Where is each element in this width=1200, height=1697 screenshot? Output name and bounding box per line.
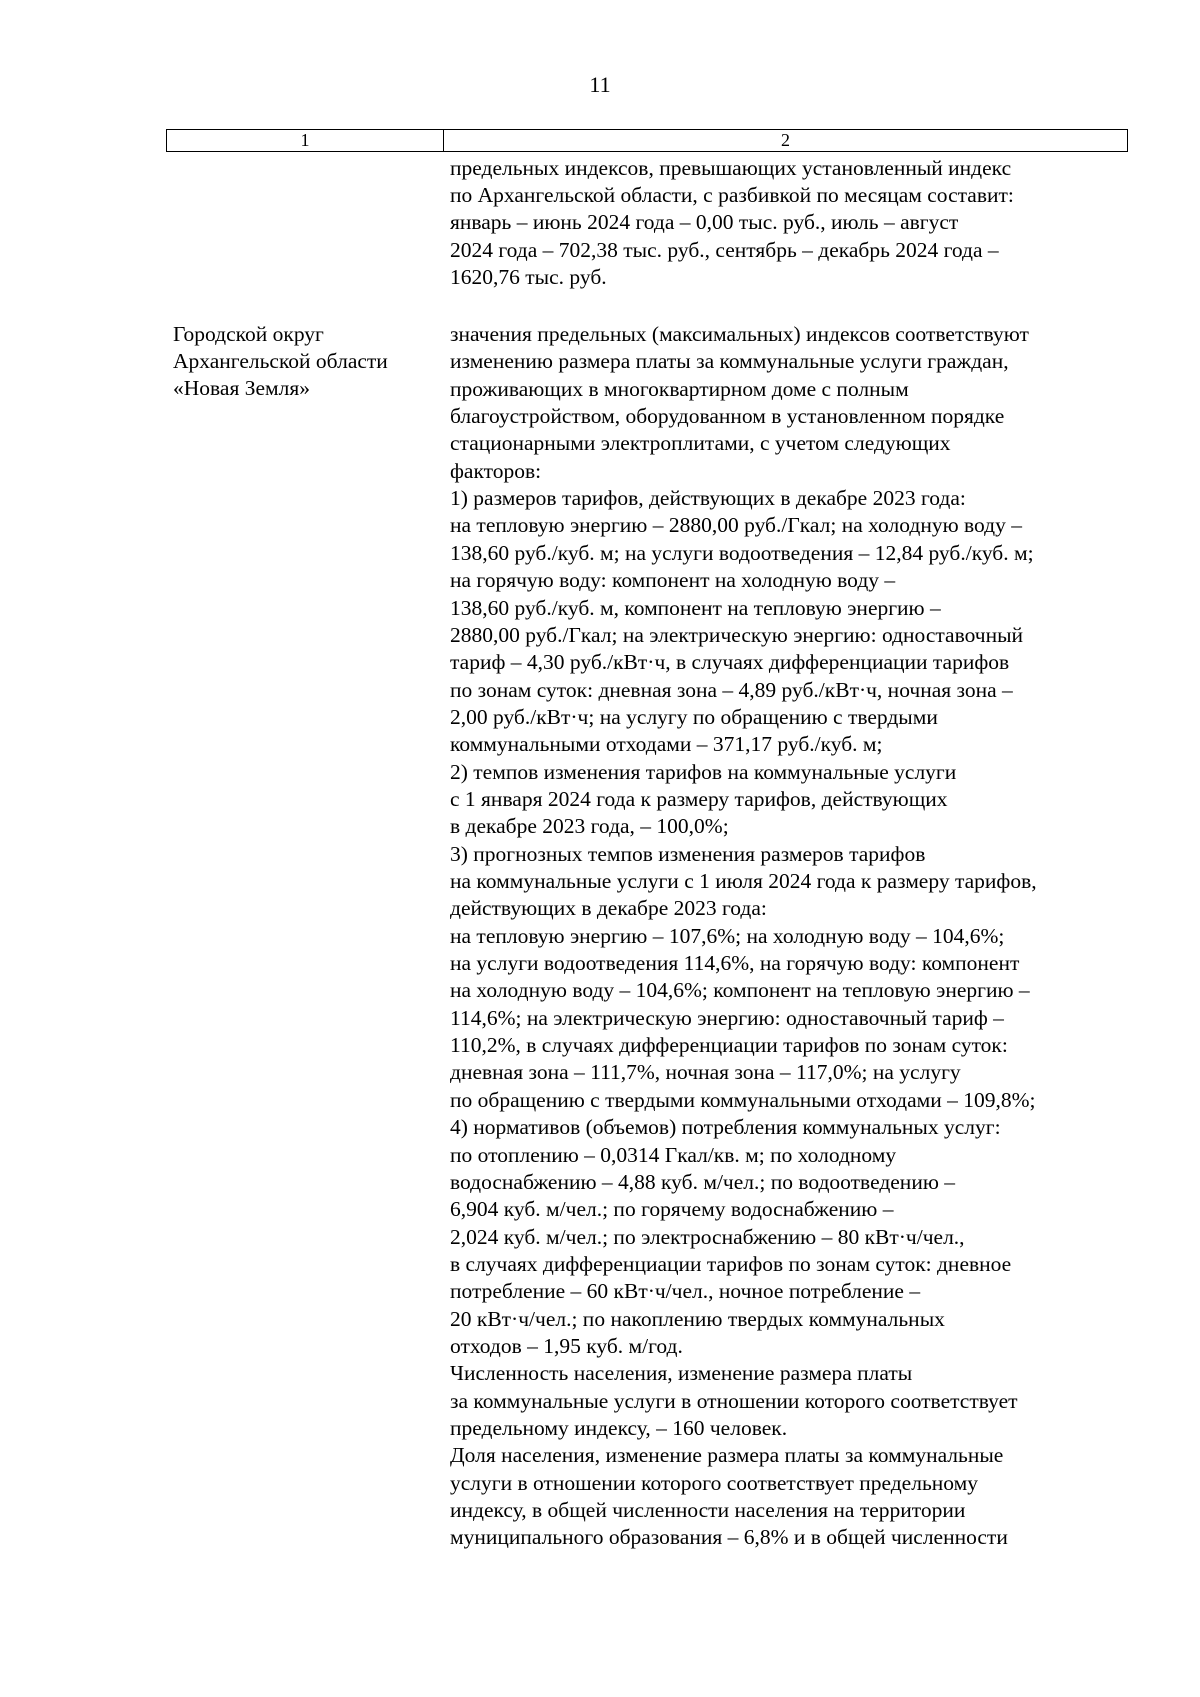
text-line: 1) размеров тарифов, действующих в декабре 2023 года: <box>450 486 966 511</box>
text-line: 2880,00 руб./Гкал; на электрическую энергию: одноставочный <box>450 622 1024 647</box>
text-line: отходов – 1,95 куб. м/год. <box>450 1333 683 1358</box>
text-line: предельных индексов, превышающих установленный индекс <box>450 156 1012 180</box>
text-line: с 1 января 2024 года к размеру тарифов, действующих <box>450 786 948 811</box>
text-line: 4) нормативов (объемов) потребления коммунальных услуг: <box>450 1115 1001 1140</box>
table-header-row <box>166 129 1128 152</box>
text-line: муниципального образования – 6,8% и в общей численности <box>450 1525 1008 1550</box>
text-line: по Архангельской области, с разбивкой по месяцам составит: <box>450 183 1014 208</box>
text-line: 2) темпов изменения тарифов на коммунальные услуги <box>450 759 957 784</box>
text-line: на коммунальные услуги с 1 июля 2024 года к размеру тарифов, <box>450 869 1037 893</box>
text-line: Доля населения, изменение размера платы за коммунальные <box>450 1443 1004 1468</box>
text-line: значения предельных (максимальных) индексов соответствуют <box>450 322 1029 346</box>
text-line: действующих в декабре 2023 года: <box>450 896 767 921</box>
text-line: в случаях дифференциации тарифов по зонам суток: дневное <box>450 1251 1012 1276</box>
text-line: 138,60 руб./куб. м; на услуги водоотведения – 12,84 руб./куб. м; <box>450 540 1034 565</box>
text-line: 6,904 куб. м/чел.; по горячему водоснабжению – <box>450 1197 894 1222</box>
text-line: услуги в отношении которого соответствует предельному <box>450 1470 978 1495</box>
text-line: тариф – 4,30 руб./кВт·ч, в случаях дифференциации тарифов <box>450 650 1010 675</box>
text-line: Численность населения, изменение размера платы <box>450 1361 913 1386</box>
text-line: на тепловую энергию – 2880,00 руб./Гкал; на холодную воду – <box>450 513 1022 538</box>
text-line: 110,2%, в случаях дифференциации тарифов по зонам суток: <box>450 1033 1008 1058</box>
text-line: дневная зона – 111,7%, ночная зона – 117,0%; на услугу <box>450 1060 961 1085</box>
text-line: 2024 года – 702,38 тыс. руб., сентябрь – декабрь 2024 года – <box>450 237 999 262</box>
text-line: 2,00 руб./кВт·ч; на услугу по обращению с твердыми <box>450 704 938 729</box>
page-number: 11 <box>589 72 611 97</box>
text-line: изменению размера платы за коммунальные услуги граждан, <box>450 349 1009 374</box>
text-line: индексу, в общей численности населения на территории <box>450 1498 966 1523</box>
text-line: январь – июнь 2024 года – 0,00 тыс. руб., июль – август <box>450 210 959 235</box>
text-line: по обращению с твердыми коммунальными отходами – 109,8%; <box>450 1087 1036 1112</box>
text-line: 138,60 руб./куб. м, компонент на тепловую энергию – <box>450 595 941 620</box>
text-line: проживающих в многоквартирном доме с полным <box>450 376 909 401</box>
text-line: за коммунальные услуги в отношении которого соответствует <box>450 1388 1018 1413</box>
text-line: по зонам суток: дневная зона – 4,89 руб./кВт·ч, ночная зона – <box>450 677 1013 702</box>
text-line: потребление – 60 кВт·ч/чел., ночное потребление – <box>450 1279 921 1304</box>
text-line: 20 кВт·ч/чел.; по накоплению твердых коммунальных <box>450 1306 945 1331</box>
text-line: на тепловую энергию – 107,6%; на холодную воду – 104,6%; <box>450 923 1005 948</box>
text-line: коммунальными отходами – 371,17 руб./куб. м; <box>450 732 883 757</box>
text-line: 3) прогнозных темпов изменения размеров тарифов <box>450 841 926 866</box>
municipality-line: «Новая Земля» <box>173 376 310 401</box>
text-line: стационарными электроплитами, с учетом следующих <box>450 431 951 456</box>
table-header-col-1: 1 <box>167 130 444 151</box>
text-line: в декабре 2023 года, – 100,0%; <box>450 814 729 839</box>
text-line: факторов: <box>450 458 542 483</box>
text-line: на горячую воду: компонент на холодную воду – <box>450 568 896 593</box>
text-line: на холодную воду – 104,6%; компонент на тепловую энергию – <box>450 978 1030 1003</box>
municipality-line: Городской округ <box>173 322 324 346</box>
text-line: по отоплению – 0,0314 Гкал/кв. м; по холодному <box>450 1142 897 1167</box>
text-line: 2,024 куб. м/чел.; по электроснабжению – 80 кВт·ч/чел., <box>450 1224 965 1249</box>
text-line: водоснабжению – 4,88 куб. м/чел.; по водоотведению – <box>450 1169 956 1194</box>
text-line: благоустройством, оборудованном в установленном порядке <box>450 404 1005 429</box>
text-line: предельному индексу, – 160 человек. <box>450 1416 788 1440</box>
table-header-col-2: 2 <box>781 130 790 150</box>
text-line: на услуги водоотведения 114,6%, на горячую воду: компонент <box>450 951 1020 976</box>
municipality-line: Архангельской области <box>173 349 388 374</box>
text-line: 114,6%; на электрическую энергию: одноставочный тариф – <box>450 1005 1004 1030</box>
text-line: 1620,76 тыс. руб. <box>450 264 607 289</box>
